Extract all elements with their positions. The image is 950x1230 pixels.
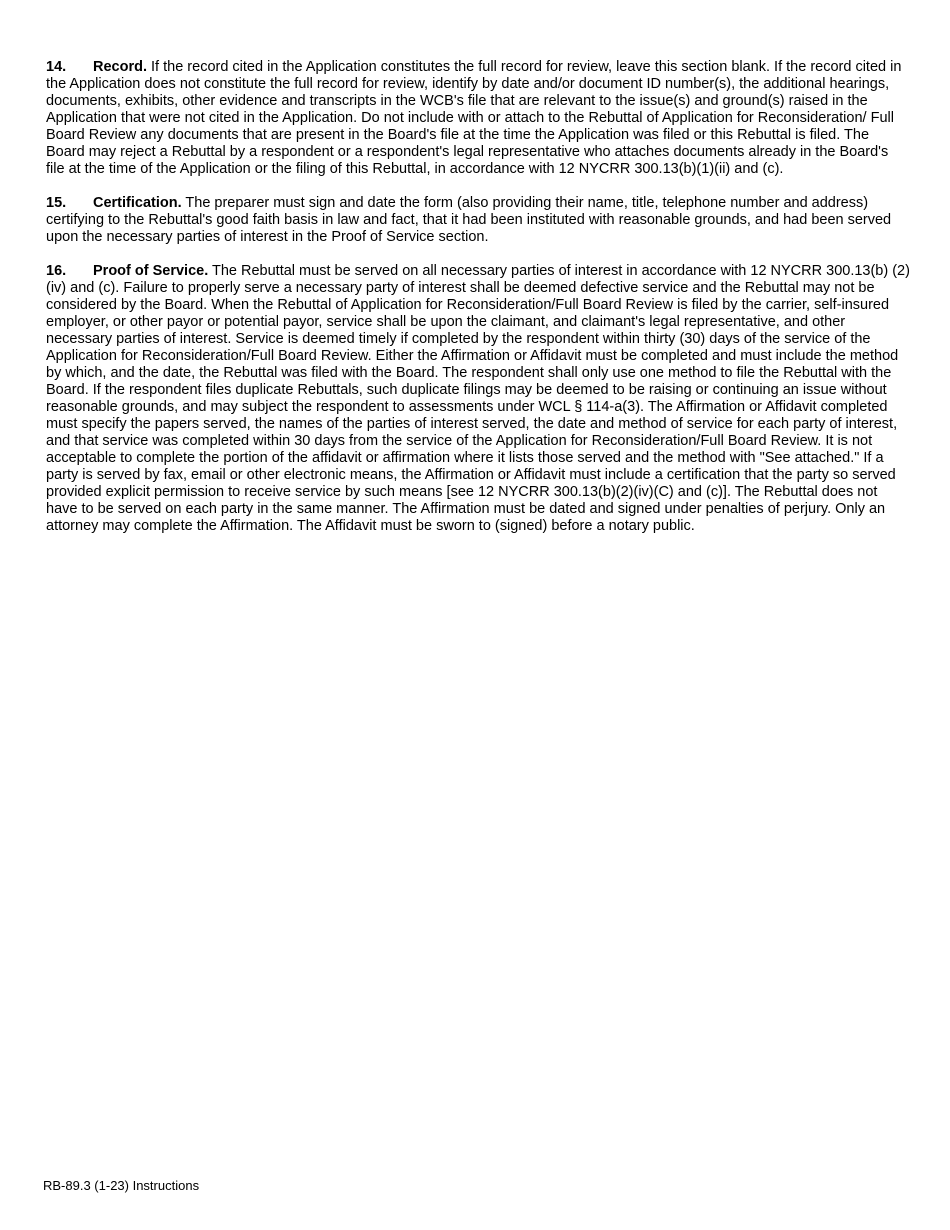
section-record — [46, 59, 910, 178]
section-number: 16. — [46, 263, 67, 279]
section-number: 15. — [46, 195, 67, 211]
section-body: If the record cited in the Application constitutes the full record for review, leave this section blank. If the record cited in the Application does not constitute the full record for review, identify by date and/or document ID number(s), the additional hearings, documents, exhibits, other evidence and transcripts in the WCB's file that are relevant to the issue(s) and ground(s) raised in the Application that were not cited in the Application. Do not include with or attach to the Rebuttal of Application for Reconsideration/ Full Board Review any documents that are present in the Board's file at the time the Application was filed or this Rebuttal is filed. The Board may reject a Rebuttal by a respondent or a respondent's legal representative who attaches documents already in the Board's file at the time of the Application or the filing of this Rebuttal, in accordance with 12 NYCRR 300.13(b)(1)(ii) and (c). — [46, 59, 902, 177]
section-proof-of-service — [46, 263, 910, 535]
instructions-content — [46, 59, 910, 552]
section-heading: Proof of Service. — [93, 263, 209, 279]
section-body: The Rebuttal must be served on all necessary parties of interest in accordance with 12 NYCRR 300.13(b) (2)(iv) and (c). Failure to properly serve a necessary party of interest shall be deemed defective service and the Rebuttal may not be considered by the Board. When the Rebuttal of Application for Reconsideration/Full Board Review is filed by the carrier, self-insured employer, or other payor or potential payor, service shall be upon the claimant, and claimant's legal representative, and other necessary parties of interest. Service is deemed timely if completed by the respondent within thirty (30) days of the service of the Application for Reconsideration/Full Board Review. Either the Affirmation or Affidavit must be completed and must include the method by which, and the date, the Rebuttal was filed with the Board. The respondent shall only use one method to file the Rebuttal with the Board. If the respondent files duplicate Rebuttals, such duplicate filings may be deemed to be raising or continuing an issue without reasonable grounds, and may subject the respondent to assessments under WCL § 114-a(3). The Affirmation or Affidavit completed must specify the papers served, the names of the parties of interest served, the date and method of service for each party of interest, and that service was completed within 30 days from the service of the Application for Reconsideration/Full Board Review. It is not acceptable to complete the portion of the affidavit or affirmation where it lists those served and the method with "See attached." If a party is served by fax, email or other electronic means, the Affirmation or Affidavit must include a certification that the party so served provided explicit permission to receive service by such means [see 12 NYCRR 300.13(b)(2)(iv)(C) and (c)]. The Rebuttal does not have to be served on each party in the same manner. The Affirmation must be dated and signed under penalties of perjury. Only an attorney may complete the Affirmation. The Affidavit must be sworn to (signed) before a notary public. — [46, 263, 910, 534]
section-body: The preparer must sign and date the form (also providing their name, title, telephone number and address) certifying to the Rebuttal's good faith basis in law and fact, that it had been instituted with reasonable grounds, and had been served upon the necessary parties of interest in the Proof of Service section. — [46, 195, 892, 245]
section-heading: Record. — [93, 59, 147, 75]
form-footer-id: RB-89.3 (1-23) Instructions — [43, 1178, 200, 1193]
section-number: 14. — [46, 59, 67, 75]
section-certification — [46, 195, 910, 246]
section-heading: Certification. — [93, 195, 182, 211]
